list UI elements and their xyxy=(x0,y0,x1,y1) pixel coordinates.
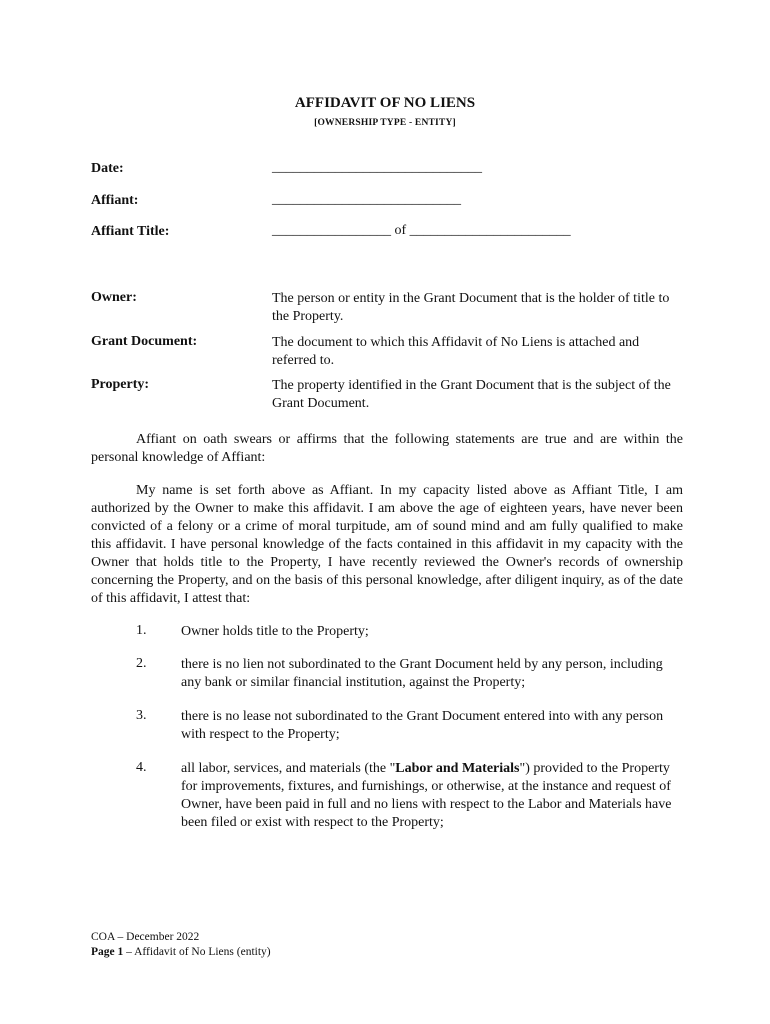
list-item: there is no lien not subordinated to the Grant Document held by any person, including any bank or similar financial institution, against the Property; xyxy=(181,657,663,690)
list-item: there is no lease not subordinated to the Grant Document entered into with any person with respect to the Property; xyxy=(181,709,664,742)
property-definition: The property identified in the Grant Document that is the subject of the Grant Document. xyxy=(272,378,671,411)
date-blank[interactable]: ______________________________ xyxy=(272,160,482,175)
grant-document-label: Grant Document: xyxy=(91,334,198,349)
footer-page-title: – Affidavit of No Liens (entity) xyxy=(123,946,271,958)
footer-page xyxy=(91,946,271,958)
affiant-label: Affiant: xyxy=(91,193,139,208)
affiant-title-blank[interactable]: _________________ of _______________________ xyxy=(272,223,571,238)
list-item-number: 4. xyxy=(136,760,147,775)
list-item-text-after: ") provided to the Property for improvements, fixtures, and furnishings, or otherwise, at the instance and request of Owner, have been paid in full and no liens with respect to the Labor and Materials have been filed or exist with respect to the Property; xyxy=(181,761,672,830)
list-item xyxy=(181,760,681,832)
list-item-number: 2. xyxy=(136,656,147,671)
list-item-number: 3. xyxy=(136,708,147,723)
list-item-text-before: all labor, services, and materials (the " xyxy=(181,761,396,776)
capacity-paragraph: My name is set forth above as Affiant. In my capacity listed above as Affiant Title, I am authorized by the Owner to make this affidavit. I am above the age of eighteen years, have never been convicted of a felony or a crime of moral turpitude, am of sound mind and am fully qualified to make this affidavit. I have personal knowledge of the facts contained in this affidavit in my capacity with the Owner that holds title to the Property, I have recently reviewed the Owner's records of ownership concerning the Property, and on the basis of this personal knowledge, after diligent inquiry, as of the date of this affidavit, I attest that: xyxy=(91,483,683,606)
oath-paragraph: Affiant on oath swears or affirms that the following statements are true and are within the personal knowledge of Affiant: xyxy=(91,432,683,465)
owner-definition: The person or entity in the Grant Document that is the holder of title to the Property. xyxy=(272,291,670,324)
list-item: Owner holds title to the Property; xyxy=(181,624,369,639)
date-label: Date: xyxy=(91,161,124,176)
document-subtitle: [OWNERSHIP TYPE - ENTITY] xyxy=(314,118,456,128)
defined-term-labor-materials: Labor and Materials xyxy=(395,761,520,776)
document-title: AFFIDAVIT OF NO LIENS xyxy=(294,95,476,111)
owner-label: Owner: xyxy=(91,290,137,305)
footer-date: COA – December 2022 xyxy=(91,931,200,943)
grant-document-definition: The document to which this Affidavit of No Liens is attached and referred to. xyxy=(272,335,640,368)
list-item-number: 1. xyxy=(136,623,147,638)
affiant-title-label: Affiant Title: xyxy=(91,224,170,239)
property-label: Property: xyxy=(91,377,150,392)
affiant-blank[interactable]: ___________________________ xyxy=(272,192,461,207)
page-number: Page 1 xyxy=(91,946,124,958)
